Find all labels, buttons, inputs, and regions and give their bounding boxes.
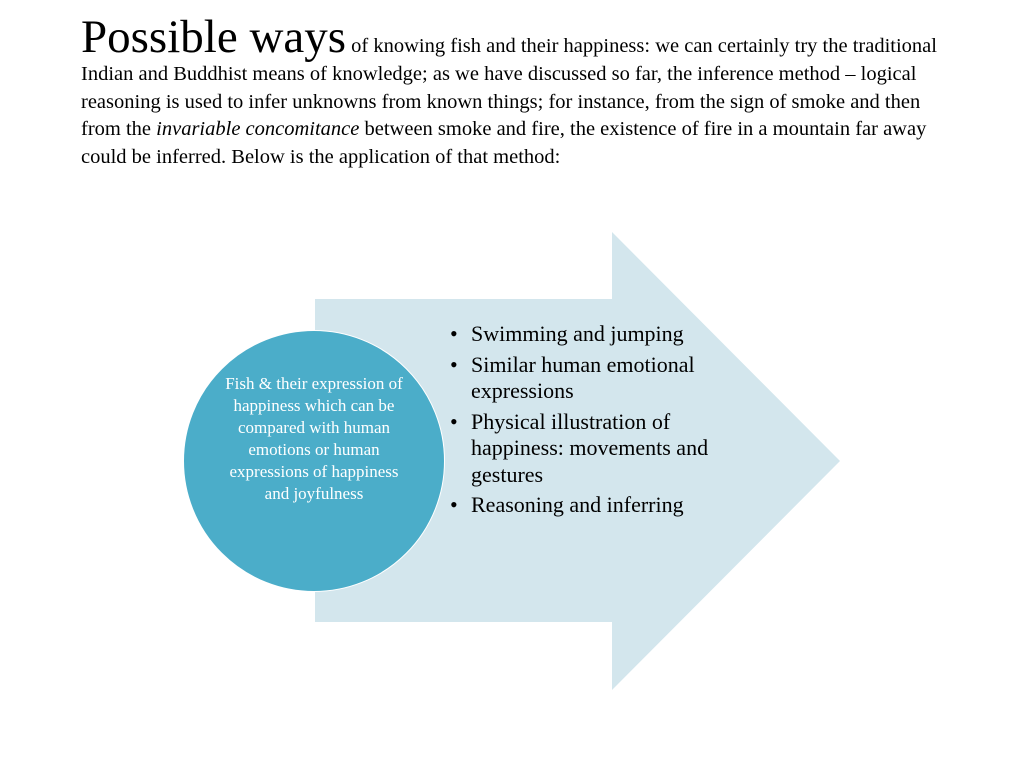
bullet-marker: • (450, 321, 458, 346)
slide-title: Possible ways (81, 11, 347, 63)
list-item (447, 321, 727, 348)
circle-label: Fish & their expression of happiness which can be compared with human emotions or human expressions of happiness and joyfulness (225, 374, 403, 503)
bullet-text: Similar human emotional expressions (471, 351, 695, 403)
intro-lead-text: of knowing fish and their happiness: we can certainly try the traditional Indian and Buddhist means of knowledge; as we have discussed so far, the inference method – logical reasoning is used to infer unknowns from known things; for instance, from the sign of smoke and then from the (81, 35, 937, 140)
intro-emphasis-text: invariable concomitance (156, 118, 360, 140)
list-item (447, 409, 727, 489)
method-bullet-list (447, 321, 727, 523)
bullet-text: Physical illustration of happiness: movements and gestures (471, 408, 709, 487)
bullet-marker: • (450, 492, 458, 517)
bullet-marker: • (450, 408, 458, 434)
bullet-text: Swimming and jumping (471, 321, 684, 346)
list-item (447, 492, 727, 519)
bullet-text: Reasoning and inferring (471, 492, 684, 517)
intro-tail-text: between smoke and fire, the existence of fire in a mountain far away could be inferred. Below is the application of that method: (81, 118, 927, 168)
list-item (447, 352, 727, 405)
bullet-marker: • (450, 351, 458, 377)
